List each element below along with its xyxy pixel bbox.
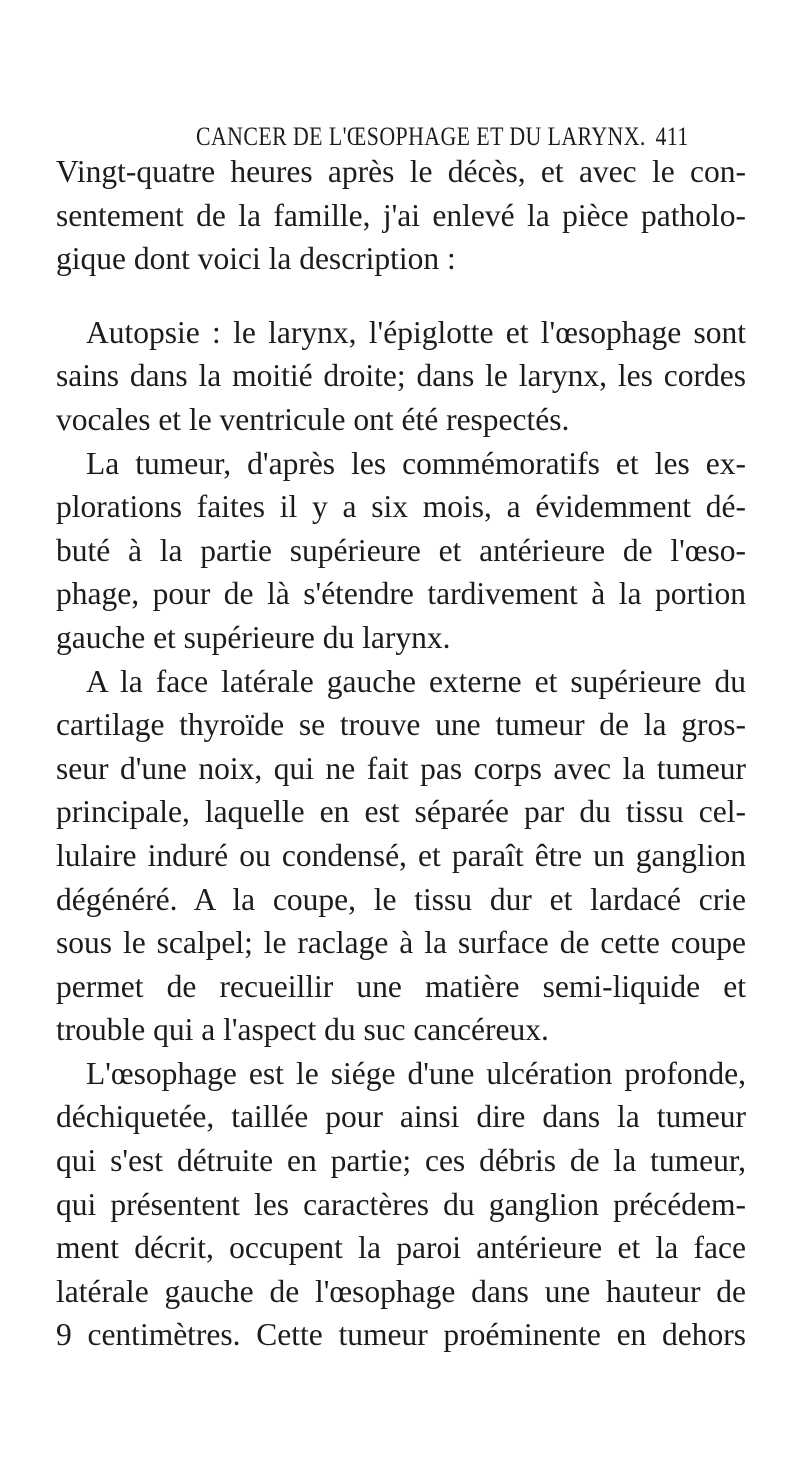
paragraph-face-laterale [56,660,746,1052]
running-head [196,121,700,153]
text-line: gauche et supérieure du larynx. [56,619,451,655]
text-line: trouble qui a l'aspect du suc cancéreux. [56,1012,549,1048]
text-line: buté à la partie supérieure et antérieure de l'œso- [56,532,746,568]
paragraph-gap [56,281,746,311]
body-text [56,150,746,1357]
text-line: déchiquetée, taillée pour ainsi dire dans la tumeur [56,1099,746,1135]
text-line: plorations faites il y a six mois, a évidemment dé- [56,489,746,525]
paragraph-tumeur [56,442,746,660]
text-line: sentement de la famille, j'ai enlevé la pièce patholo- [56,197,746,233]
text-line: La tumeur, d'après les commémoratifs et les ex- [86,445,746,481]
page-number: 411 [655,122,689,151]
text-line: latérale gauche de l'œsophage dans une hauteur de [56,1273,746,1309]
text-line: A la face latérale gauche externe et supérieure du [86,663,746,699]
text-line: L'œsophage est le siége d'une ulcération profonde, [86,1055,746,1091]
text-line: 9 centimètres. Cette tumeur proéminente en dehors [56,1317,746,1353]
text-line: gique dont voici la description : [56,241,456,277]
text-line: permet de recueillir une matière semi-liquide et [56,968,746,1004]
text-line: principale, laquelle en est séparée par du tissu cel- [56,794,746,830]
text-line: Autopsie : le larynx, l'épiglotte et l'œsophage sont [86,314,746,350]
running-head-title: CANCER DE L'ŒSOPHAGE ET DU LARYNX. [196,122,646,151]
paragraph-autopsie [56,311,746,442]
paragraph-intro [56,150,746,281]
text-line: cartilage thyroïde se trouve une tumeur de la gros- [56,707,746,743]
text-line: qui présentent les caractères du ganglion précédem- [56,1186,746,1222]
paragraph-oesophage [56,1052,746,1357]
text-line: ment décrit, occupent la paroi antérieure et la face [56,1230,746,1266]
text-line: dégénéré. A la coupe, le tissu dur et lardacé crie [56,881,746,917]
text-line: qui s'est détruite en partie; ces débris de la tumeur, [56,1143,746,1179]
text-line: sous le scalpel; le raclage à la surface de cette coupe [56,925,746,961]
text-line: Vingt-quatre heures après le décès, et avec le con- [56,154,746,189]
text-line: lulaire induré ou condensé, et paraît être un ganglion [56,837,746,873]
text-line: sains dans la moitié droite; dans le larynx, les cordes [56,358,746,394]
text-line: vocales et le ventricule ont été respectés. [56,401,570,437]
text-line: seur d'une noix, qui ne fait pas corps avec la tumeur [56,750,746,786]
text-line: phage, pour de là s'étendre tardivement à la portion [56,576,746,612]
